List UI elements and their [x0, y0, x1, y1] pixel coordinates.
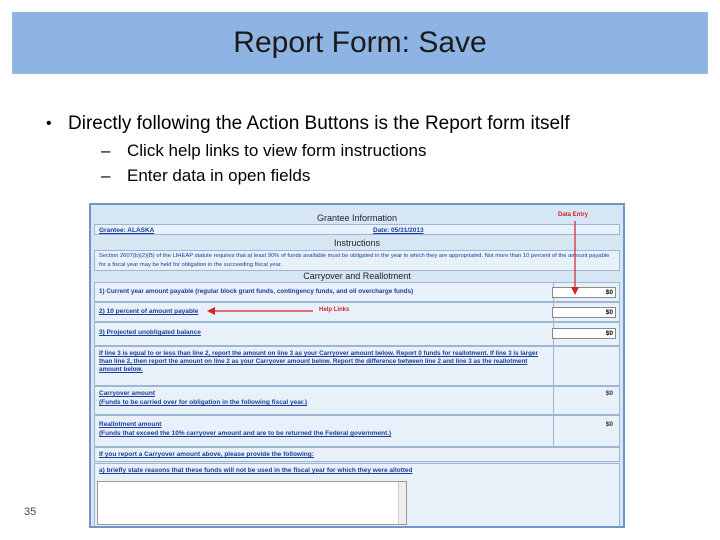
column-divider [553, 387, 554, 414]
dash-icon: – [101, 140, 111, 160]
line3-help-link[interactable]: 3) Projected unobligated balance [99, 329, 201, 336]
bullet-dot-icon: • [46, 115, 52, 132]
instructions-text: Section 2607(b)(2)(B) of the LIHEAP statute requires that at least 90% of funds available must be obligated in the year in which they are appropriated. Not more than 10 percent of the amount payable for a fiscal year may be held for obligation in the succeeding fiscal year. [99, 253, 610, 268]
reallotment-help-link[interactable]: Reallotment amount [99, 421, 162, 428]
date-label: Date: 05/31/2013 [373, 227, 424, 234]
if-report-row [94, 447, 620, 462]
sub-bullet-item [101, 163, 570, 188]
carryover-row [94, 386, 620, 415]
carryover-value: $0 [605, 390, 613, 397]
bullet-list [46, 113, 570, 188]
slide-title-bar [12, 12, 708, 74]
line1-label: 1) Current year amount payable (regular block grant funds, contingency funds, and oil overcharge funds) [99, 288, 414, 295]
instructions-header: Instructions [333, 238, 381, 248]
line2-row [94, 302, 620, 322]
carryover-help-link[interactable]: Carryover amount [99, 390, 155, 397]
report-form-screenshot [89, 203, 625, 528]
bullet-text: Directly following the Action Buttons is the Report form itself [68, 113, 570, 134]
bullet-item [46, 113, 570, 135]
reallotment-sub: (Funds that exceed the 10% carryover amount and are to be returned the Federal government.) [99, 430, 392, 437]
rule-text: If line 3 is equal to or less than line 2, report the amount on line 3 as your Carryover amount below. Report 0 funds for reallotment. If line 3 is larger than line 2, then report the amount on line 2 as your Carryover amount below. Report the difference between line 2 and line 3 as the reallotment amount below. [99, 350, 538, 373]
line1-row [94, 282, 620, 302]
grantee-label: Grantee: ALASKA [99, 227, 155, 234]
data-entry-note: Data Entry [558, 212, 589, 218]
if-report-text: If you report a Carryover amount above, please provide the following: [99, 451, 314, 458]
line3-input[interactable]: $0 [552, 328, 616, 339]
question-a-label: a) briefly state reasons that these funds will not be used in the fiscal year for which they were allotted [99, 467, 413, 474]
line2-help-link[interactable]: 2) 10 percent of amount payable [99, 308, 199, 315]
grantee-row [94, 224, 620, 235]
carryover-sub: (Funds to be carried over for obligation in the following fiscal year.) [99, 399, 308, 406]
instructions-row [94, 250, 620, 271]
line2-input[interactable]: $0 [552, 307, 616, 318]
sub-bullet-text: Click help links to view form instructions [127, 140, 427, 160]
help-links-note: Help Links [319, 307, 350, 313]
line1-input[interactable]: $0 [552, 287, 616, 298]
column-divider [553, 416, 554, 446]
line3-row [94, 322, 620, 346]
carryover-header: Carryover and Reallotment [303, 271, 411, 281]
reallotment-value: $0 [605, 421, 613, 428]
slide-title: Report Form: Save [233, 26, 487, 59]
column-divider [553, 347, 554, 385]
textarea-scrollbar[interactable] [398, 482, 406, 524]
rule-row [94, 346, 620, 386]
page-number: 35 [24, 506, 37, 518]
sub-bullet-item [101, 138, 570, 163]
reallotment-row [94, 415, 620, 447]
reasons-textarea[interactable] [97, 481, 407, 525]
sub-bullet-text: Enter data in open fields [127, 165, 311, 185]
grantee-info-header: Grantee Information [316, 213, 398, 223]
dash-icon: – [101, 165, 111, 185]
